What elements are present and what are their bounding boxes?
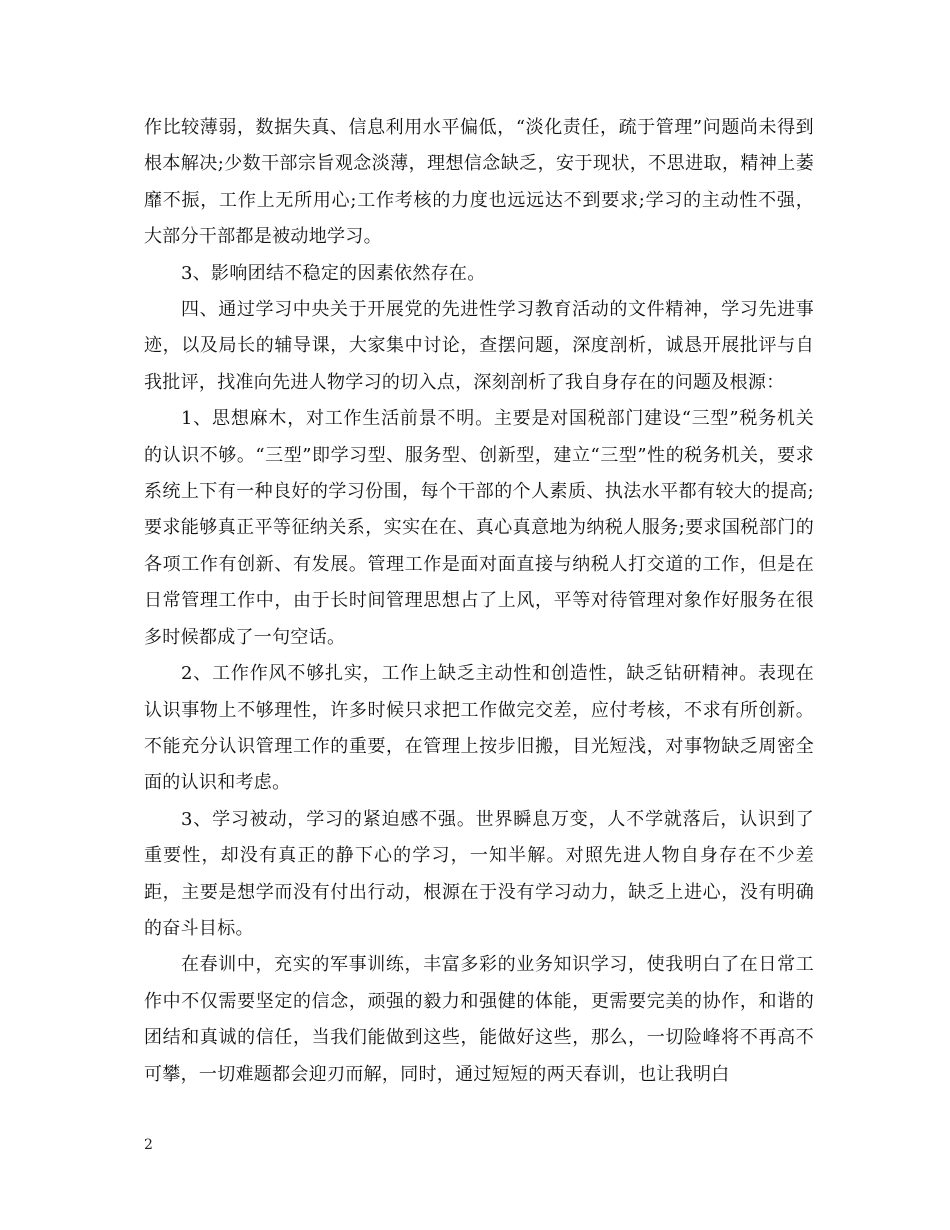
paragraph-point-3-learning: 3、学习被动，学习的紧迫感不强。世界瞬息万变，人不学就落后，认识到了重要性，却没有真正的静下心的学习，一知半解。对照先进人物自身存在不少差距，主要是想学而没有付出行动，根源在于没有学习动力，缺乏上进心，没有明确的奋斗目标。: [144, 808, 814, 939]
paragraph-section-4: 四、通过学习中央关于开展党的先进性学习教育活动的文件精神，学习先进事迹，以及局长的辅导课，大家集中讨论，查摆问题，深度剖析，诚恳开展批评与自我批评，找准向先进人物学习的切入点，深刻剖析了我自身存在的问题及根源：: [144, 299, 814, 393]
paragraph-spring-training: 在春训中，充实的军事训练，丰富多彩的业务知识学习，使我明白了在日常工作中不仅需要坚定的信念，顽强的毅力和强健的体能，更需要完美的协作，和谐的团结和真诚的信任，当我们能做到这些，能做好这些，那么，一切险峰将不再高不可攀，一切难题都会迎刃而解，同时，通过短短的两天春训，也让我明白: [144, 954, 814, 1085]
paragraph-continuation: 作比较薄弱，数据失真、信息利用水平偏低，“淡化责任，疏于管理”问题尚未得到根本解决;少数干部宗旨观念淡薄，理想信念缺乏，安于现状，不思进取，精神上萎靡不振，工作上无所用心;工作考核的力度也远远达不到要求;学习的主动性不强，大部分干部都是被动地学习。: [144, 117, 814, 248]
page-number: 2: [144, 1137, 153, 1153]
document-body: [144, 110, 814, 1093]
paragraph-point-1-thinking: 1、思想麻木，对工作生活前景不明。主要是对国税部门建设“三型”税务机关的认识不够。“三型”即学习型、服务型、创新型，建立“三型”性的税务机关，要求系统上下有一种良好的学习份围，每个干部的个人素质、执法水平都有较大的提高;要求能够真正平等征纳关系，实实在在、真心真意地为纳税人服务;要求国税部门的各项工作有创新、有发展。管理工作是面对面直接与纳税人打交道的工作，但是在日常管理工作中，由于长时间管理思想占了上风，平等对待管理对象作好服务在很多时候都成了一句空话。: [144, 408, 814, 648]
paragraph-point-2-work-style: 2、工作作风不够扎实，工作上缺乏主动性和创造性，缺乏钻研精神。表现在认识事物上不够理性，许多时候只求把工作做完交差，应付考核，不求有所创新。不能充分认识管理工作的重要，在管理上按步旧搬，目光短浅，对事物缺乏周密全面的认识和考虑。: [144, 663, 814, 794]
paragraph-point-3-unity: 3、影响团结不稳定的因素依然存在。: [181, 262, 486, 284]
